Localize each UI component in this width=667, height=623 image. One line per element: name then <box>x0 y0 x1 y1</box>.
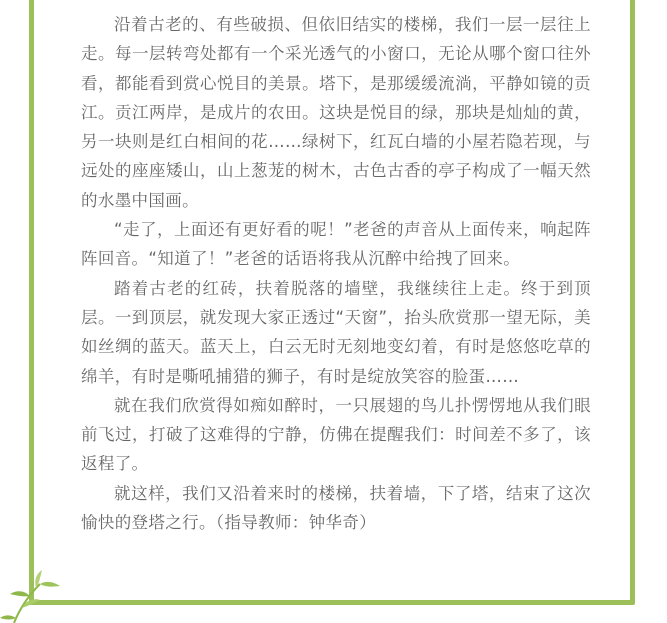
paragraph-1: 沿着古老的、有些破损、但依旧结实的楼梯，我们一层一层往上走。每一层转弯处都有一个采光透气的小窗口，无论从哪个窗口往外看，都能看到赏心悦目的美景。塔下，是那缓缓流淌，平静如镜的贡江。贡江两岸，是成片的农田。这块是悦目的绿，那块是灿灿的黄，另一块则是红白相间的花……绿树下，红瓦白墙的小屋若隐若现，与远处的座座矮山，山上葱茏的树木，古色古香的亭子构成了一幅天然的水墨中国画。 <box>81 15 591 210</box>
paragraph-3: 踏着古老的红砖，扶着脱落的墙壁，我继续往上走。终于到顶层。一到顶层，就发现大家正透过“天窗”，抬头欣赏那一望无际，美如丝绸的蓝天。蓝天上，白云无时无刻地变幻着，有时是悠悠吃草的绵羊，有时是嘶吼捕猎的狮子，有时是绽放笑容的脸蛋…… <box>81 278 591 386</box>
paragraph-5: 就这样，我们又沿着来时的楼梯，扶着墙，下了塔，结束了这次愉快的登塔之行。（指导教师：钟华奇） <box>81 483 591 533</box>
paragraph-4: 就在我们欣赏得如痴如醉时，一只展翅的鸟儿扑愣愣地从我们眼前飞过，打破了这难得的宁静，仿佛在提醒我们：时间差不多了，该返程了。 <box>81 395 591 474</box>
article-body <box>81 10 591 537</box>
paragraph-2: “走了，上面还有更好看的呢！”老爸的声音从上面传来，响起阵阵回音。“知道了！”老爸的话语将我从沉醉中给拽了回来。 <box>81 220 591 269</box>
bamboo-leaves-icon <box>0 560 80 623</box>
